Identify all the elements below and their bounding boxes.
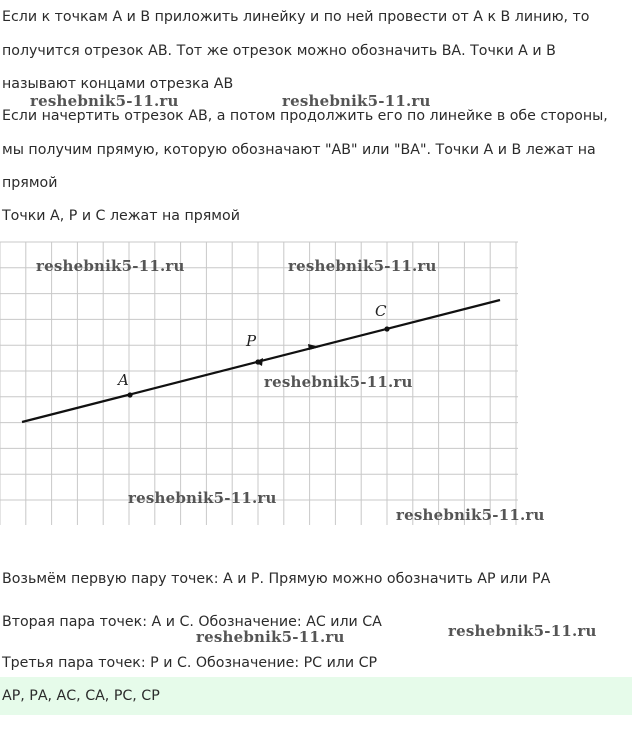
paragraph-1-line-3: называют концами отрезка АВ <box>2 76 234 92</box>
watermark: reshebnik5-11.ru <box>30 92 179 110</box>
grid <box>0 242 518 525</box>
paragraph-2-line-1: Если начертить отрезок АВ, а потом продолжить его по линейке в обе стороны, <box>2 108 608 124</box>
watermark: reshebnik5-11.ru <box>196 628 345 646</box>
paragraph-3: Точки А, Р и С лежат на прямой <box>2 208 240 224</box>
label-a: A <box>118 371 129 389</box>
step-second: Вторая пара точек: А и С. Обозначение: АС или СА <box>2 614 382 630</box>
watermark: reshebnik5-11.ru <box>448 622 597 640</box>
watermark: reshebnik5-11.ru <box>36 257 185 275</box>
paragraph-1-line-2: получится отрезок АВ. Тот же отрезок можно обозначить ВА. Точки А и В <box>2 43 556 59</box>
line-figure <box>0 240 520 528</box>
label-p: P <box>246 332 257 350</box>
watermark: reshebnik5-11.ru <box>264 373 413 391</box>
watermark: reshebnik5-11.ru <box>128 489 277 507</box>
answer-text: АР, РА, АС, СА, РС, СР <box>2 688 160 704</box>
point-a <box>127 392 132 397</box>
point-p-marker <box>255 358 263 366</box>
watermark: reshebnik5-11.ru <box>282 92 431 110</box>
point-c <box>384 326 389 331</box>
step-first: Возьмём первую пару точек: А и Р. Прямую можно обозначить АР или РА <box>2 571 551 587</box>
step-third: Третья пара точек: Р и С. Обозначение: РС или СР <box>2 655 378 671</box>
paragraph-2-line-3: прямой <box>2 175 58 191</box>
label-c: C <box>375 302 387 320</box>
paragraph-1-line-1: Если к точкам А и В приложить линейку и по ней провести от А к В линию, то <box>2 9 590 25</box>
watermark: reshebnik5-11.ru <box>288 257 437 275</box>
answer-box <box>0 677 632 715</box>
watermark: reshebnik5-11.ru <box>396 506 545 524</box>
paragraph-2-line-2: мы получим прямую, которую обозначают "АВ" или "ВА". Точки А и В лежат на <box>2 142 596 158</box>
